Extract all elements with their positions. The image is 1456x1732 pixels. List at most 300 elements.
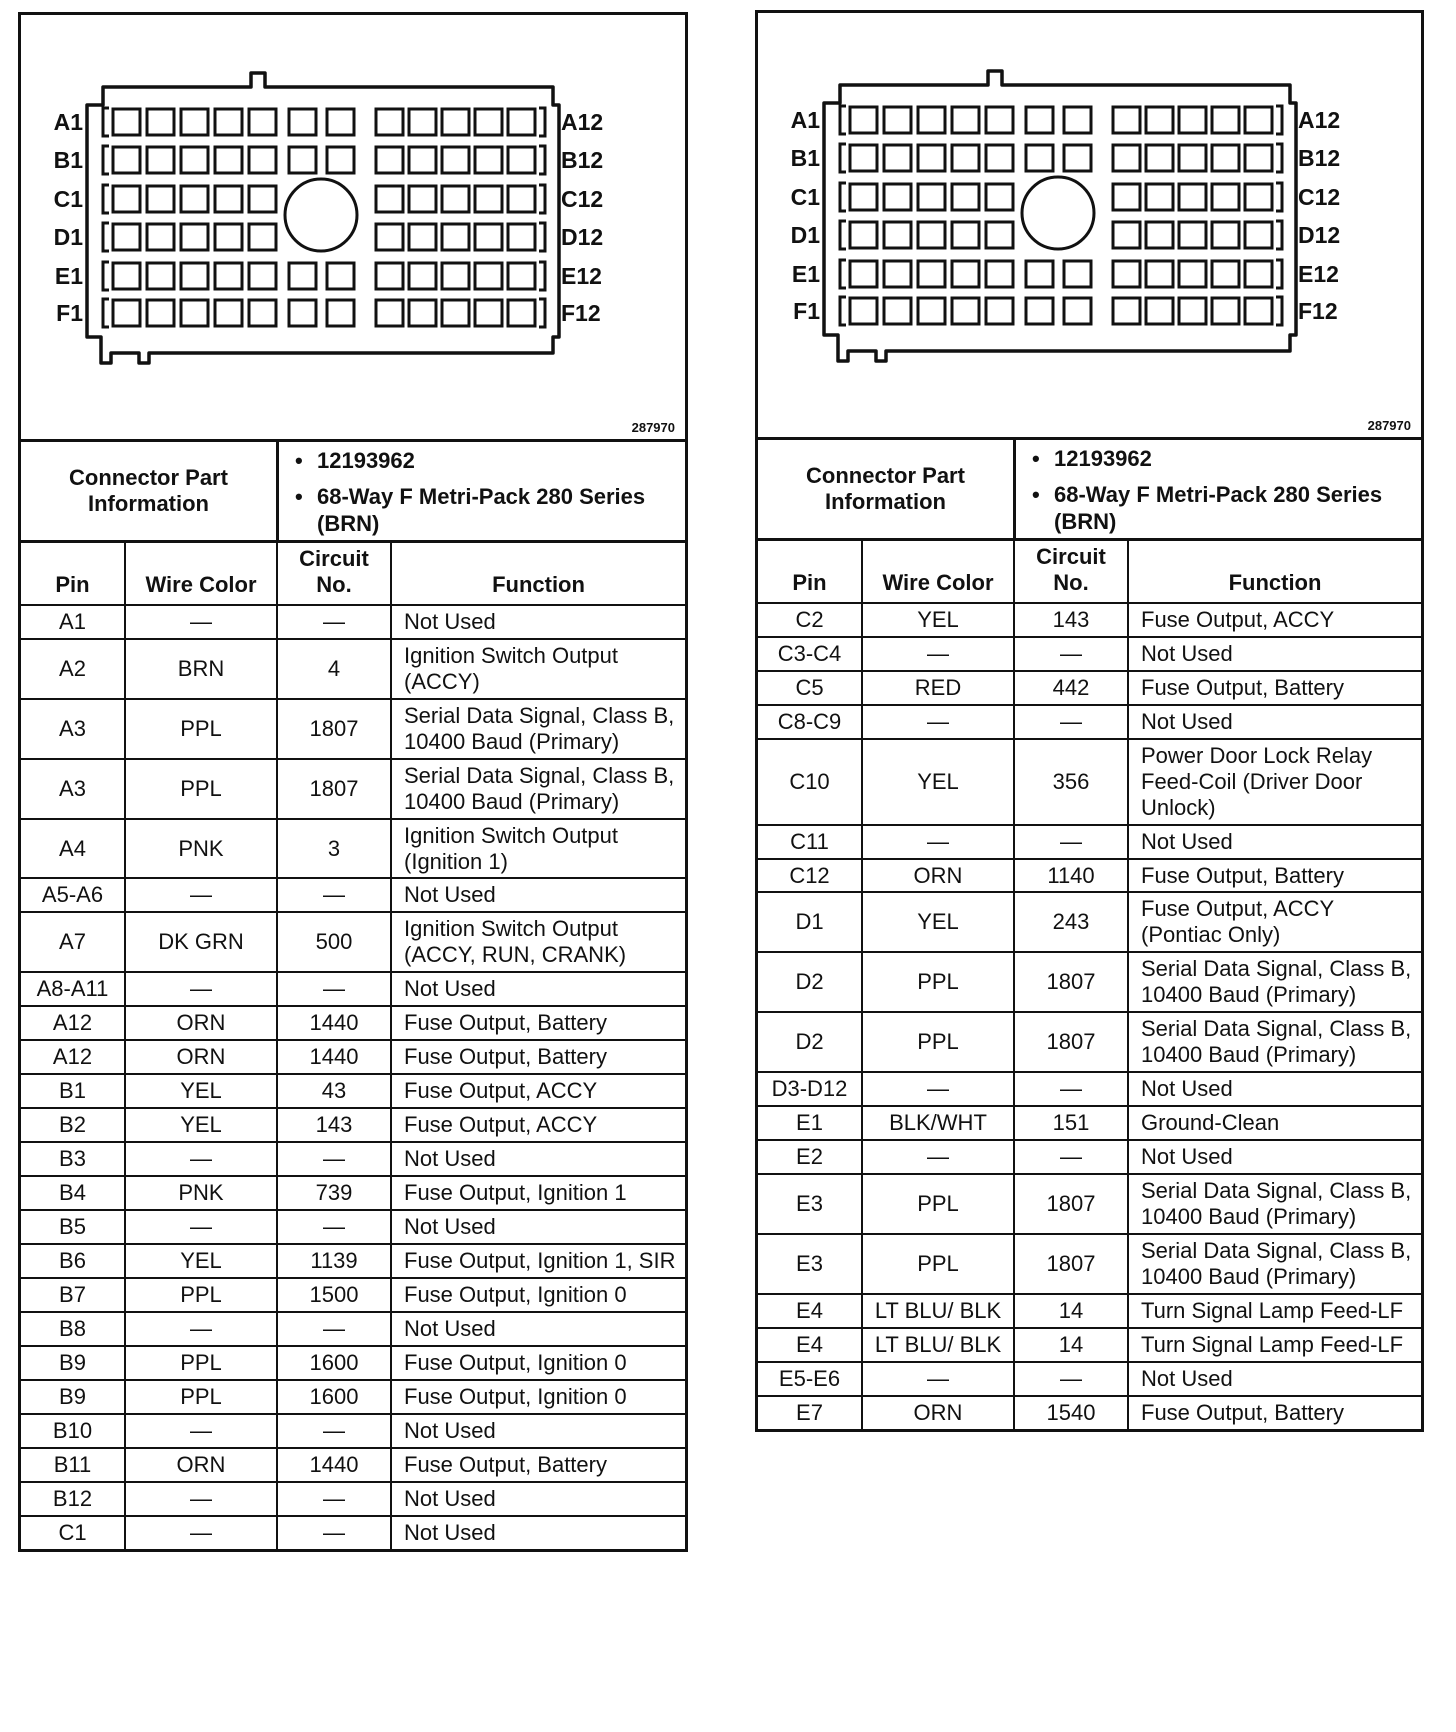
function-cell: Fuse Output, Ignition 1, SIR [391, 1244, 685, 1278]
wire-color-cell: — [862, 1362, 1014, 1396]
function-cell: Serial Data Signal, Class B, 10400 Baud (Primary) [391, 759, 685, 819]
connector-description: • 68-Way F Metri-Pack 280 Series (BRN) [1054, 482, 1421, 535]
table-row [758, 1362, 1421, 1396]
circuit-cell: — [277, 1142, 391, 1176]
terminal-cavity [1113, 298, 1140, 324]
terminal-cavity [181, 186, 208, 212]
function-cell: Turn Signal Lamp Feed-LF [1128, 1294, 1421, 1328]
connector-info-list [279, 442, 685, 540]
row-label-left: D1 [790, 222, 820, 248]
pin-cell: E5-E6 [758, 1362, 862, 1396]
terminal-cavity [986, 298, 1013, 324]
wire-color-cell: PPL [862, 952, 1014, 1012]
pin-cell: A7 [21, 912, 125, 972]
terminal-cavity [986, 222, 1013, 248]
circuit-cell: 1140 [1014, 859, 1128, 893]
wire-color-cell: RED [862, 671, 1014, 705]
terminal-cavity [918, 222, 945, 248]
wire-color-cell: — [862, 1072, 1014, 1106]
terminal-cavity [1113, 261, 1140, 287]
function-cell: Ignition Switch Output (ACCY) [391, 639, 685, 699]
pin-cell: C11 [758, 825, 862, 859]
terminal-cavity [147, 224, 174, 250]
circuit-cell: — [1014, 1140, 1128, 1174]
pin-cell: B7 [21, 1278, 125, 1312]
table-row [21, 639, 685, 699]
terminal-cavity [1245, 298, 1272, 324]
pin-cell: C12 [758, 859, 862, 893]
circuit-cell: 1807 [277, 759, 391, 819]
terminal-cavity [986, 261, 1013, 287]
terminal-cavity [442, 300, 469, 326]
terminal-cavity [850, 184, 877, 210]
terminal-cavity [952, 298, 979, 324]
terminal-cavity [181, 300, 208, 326]
terminal-cavity [508, 224, 535, 250]
function-cell: Fuse Output, Battery [391, 1448, 685, 1482]
figure-number: 287970 [1367, 418, 1411, 433]
function-cell: Serial Data Signal, Class B, 10400 Baud (Primary) [1128, 1174, 1421, 1234]
function-cell: Fuse Output, Battery [1128, 671, 1421, 705]
function-cell: Not Used [391, 1142, 685, 1176]
circuit-cell: — [277, 1516, 391, 1549]
terminal-cavity [475, 263, 502, 289]
row-label-left: E1 [54, 263, 83, 289]
function-cell: Not Used [391, 1482, 685, 1516]
terminal-cavity [442, 147, 469, 173]
terminal-cavity [327, 109, 354, 135]
circuit-cell: 1600 [277, 1380, 391, 1414]
pin-cell: A3 [21, 759, 125, 819]
terminal-cavity [918, 145, 945, 171]
wire-color-cell: PPL [862, 1234, 1014, 1294]
function-cell: Not Used [1128, 1072, 1421, 1106]
terminal-cavity [1179, 145, 1206, 171]
terminal-cavity [181, 224, 208, 250]
terminal-cavity [181, 109, 208, 135]
pin-cell: D3-D12 [758, 1072, 862, 1106]
wire-color-cell: ORN [125, 1448, 277, 1482]
circuit-cell: — [277, 605, 391, 639]
pin-cell: A2 [21, 639, 125, 699]
table-row [21, 1040, 685, 1074]
terminal-cavity [181, 263, 208, 289]
connector-key-circle [1022, 177, 1094, 249]
connector-body-outline [824, 71, 1296, 361]
wire-color-cell: PPL [125, 1380, 277, 1414]
circuit-cell: — [277, 1210, 391, 1244]
circuit-cell: 1440 [277, 1006, 391, 1040]
terminal-cavity [1212, 261, 1239, 287]
row-bracket-right [1276, 144, 1282, 172]
terminal-cavity [508, 300, 535, 326]
row-label-left: B1 [790, 145, 820, 171]
table-row [21, 1312, 685, 1346]
terminal-cavity [113, 186, 140, 212]
terminal-cavity [215, 186, 242, 212]
pin-cell: A12 [21, 1006, 125, 1040]
terminal-cavity [442, 263, 469, 289]
terminal-cavity [1212, 145, 1239, 171]
row-bracket-left [103, 262, 109, 290]
pinout-rows [21, 605, 685, 1549]
connector-info-label: Connector Part Information [21, 442, 279, 540]
wire-color-cell: BLK/WHT [862, 1106, 1014, 1140]
pin-cell: B4 [21, 1176, 125, 1210]
circuit-cell: — [277, 1312, 391, 1346]
terminal-cavity [442, 186, 469, 212]
terminal-cavity [113, 109, 140, 135]
terminal-cavity [1026, 107, 1053, 133]
terminal-cavity [409, 224, 436, 250]
wire-color-cell: — [125, 1312, 277, 1346]
terminal-cavity [215, 300, 242, 326]
terminal-cavity [249, 186, 276, 212]
row-label-left: A1 [790, 107, 820, 133]
table-row [758, 1396, 1421, 1429]
terminal-cavity [475, 109, 502, 135]
wire-color-cell: PNK [125, 819, 277, 879]
table-row [758, 1294, 1421, 1328]
pin-cell: E3 [758, 1234, 862, 1294]
connector-part-info [758, 440, 1421, 541]
terminal-cavity [1245, 222, 1272, 248]
circuit-cell: — [1014, 637, 1128, 671]
table-row [21, 972, 685, 1006]
terminal-cavity [1212, 184, 1239, 210]
terminal-cavity [884, 298, 911, 324]
wire-color-cell: ORN [125, 1006, 277, 1040]
pin-cell: A4 [21, 819, 125, 879]
left-panel [18, 12, 688, 1552]
pin-cell: B11 [21, 1448, 125, 1482]
table-row [21, 1448, 685, 1482]
pin-cell: B1 [21, 1074, 125, 1108]
table-row [758, 1140, 1421, 1174]
header-function: Function [1128, 541, 1421, 603]
terminal-cavity [850, 107, 877, 133]
pin-cell: D2 [758, 1012, 862, 1072]
wire-color-cell: YEL [125, 1108, 277, 1142]
terminal-cavity [1179, 298, 1206, 324]
wire-color-cell: PPL [862, 1012, 1014, 1072]
function-cell: Fuse Output, Battery [391, 1006, 685, 1040]
circuit-cell: 1540 [1014, 1396, 1128, 1429]
connector-diagram [21, 15, 685, 442]
wire-color-cell: PPL [125, 699, 277, 759]
terminal-cavity [376, 147, 403, 173]
row-bracket-right [539, 223, 545, 251]
terminal-cavity [1245, 107, 1272, 133]
wire-color-cell: LT BLU/ BLK [862, 1328, 1014, 1362]
row-label-right: C12 [561, 186, 604, 212]
circuit-cell: 43 [277, 1074, 391, 1108]
function-cell: Not Used [391, 972, 685, 1006]
terminal-cavity [475, 224, 502, 250]
terminal-cavity [113, 300, 140, 326]
terminal-cavity [986, 184, 1013, 210]
table-row [758, 1106, 1421, 1140]
terminal-cavity [850, 145, 877, 171]
terminal-cavity [376, 224, 403, 250]
table-row [758, 603, 1421, 637]
terminal-cavity [1113, 107, 1140, 133]
circuit-cell: 14 [1014, 1328, 1128, 1362]
row-label-left: B1 [53, 147, 83, 173]
function-cell: Not Used [391, 605, 685, 639]
row-label-right: B12 [1298, 145, 1341, 171]
table-row [758, 705, 1421, 739]
circuit-cell: — [277, 878, 391, 912]
circuit-cell: 1807 [277, 699, 391, 759]
connector-info-list [1016, 440, 1421, 538]
table-row [21, 1414, 685, 1448]
function-cell: Ground-Clean [1128, 1106, 1421, 1140]
pin-cell: A5-A6 [21, 878, 125, 912]
terminal-cavity [1064, 107, 1091, 133]
function-cell: Power Door Lock Relay Feed-Coil (Driver Door Unlock) [1128, 739, 1421, 825]
table-row [21, 1244, 685, 1278]
terminal-cavity [147, 186, 174, 212]
pin-cell: D2 [758, 952, 862, 1012]
pin-cell: B5 [21, 1210, 125, 1244]
row-bracket-left [103, 146, 109, 174]
row-label-right: E12 [1298, 261, 1339, 287]
pin-cell: E4 [758, 1294, 862, 1328]
table-row [758, 892, 1421, 952]
circuit-cell: — [1014, 1072, 1128, 1106]
terminal-cavity [249, 147, 276, 173]
row-label-left: F1 [793, 298, 820, 324]
function-cell: Fuse Output, Ignition 0 [391, 1278, 685, 1312]
terminal-cavity [475, 186, 502, 212]
function-cell: Serial Data Signal, Class B, 10400 Baud (Primary) [391, 699, 685, 759]
row-bracket-left [103, 299, 109, 327]
wire-color-cell: YEL [862, 739, 1014, 825]
table-row [21, 1074, 685, 1108]
terminal-cavity [327, 263, 354, 289]
terminal-cavity [147, 263, 174, 289]
row-bracket-left [103, 185, 109, 213]
row-label-right: F12 [561, 300, 601, 326]
right-panel [755, 10, 1424, 1432]
function-cell: Fuse Output, Battery [1128, 859, 1421, 893]
table-row [21, 1006, 685, 1040]
terminal-cavity [289, 300, 316, 326]
function-cell: Turn Signal Lamp Feed-LF [1128, 1328, 1421, 1362]
terminal-cavity [1179, 184, 1206, 210]
wire-color-cell: YEL [125, 1244, 277, 1278]
pin-cell: C8-C9 [758, 705, 862, 739]
terminal-cavity [986, 145, 1013, 171]
wire-color-cell: — [125, 878, 277, 912]
terminal-cavity [1064, 261, 1091, 287]
table-row [758, 952, 1421, 1012]
wire-color-cell: PPL [125, 759, 277, 819]
wire-color-cell: ORN [862, 1396, 1014, 1429]
terminal-cavity [1113, 222, 1140, 248]
connector-part-number: • 12193962 [1054, 446, 1421, 472]
connector-diagram [758, 13, 1421, 440]
table-row [21, 912, 685, 972]
function-cell: Ignition Switch Output (ACCY, RUN, CRANK) [391, 912, 685, 972]
wire-color-cell: ORN [862, 859, 1014, 893]
header-function: Function [391, 543, 685, 605]
terminal-cavity [1064, 145, 1091, 171]
pin-cell: B2 [21, 1108, 125, 1142]
circuit-cell: — [1014, 1362, 1128, 1396]
function-cell: Fuse Output, ACCY [1128, 603, 1421, 637]
row-label-right: A12 [1298, 107, 1341, 133]
function-cell: Serial Data Signal, Class B, 10400 Baud (Primary) [1128, 1234, 1421, 1294]
connector-face-drawing [758, 13, 1421, 437]
terminal-cavity [1146, 222, 1173, 248]
pin-cell: A3 [21, 699, 125, 759]
function-cell: Not Used [391, 1312, 685, 1346]
function-cell: Fuse Output, ACCY (Pontiac Only) [1128, 892, 1421, 952]
row-bracket-left [103, 108, 109, 136]
table-row [21, 1380, 685, 1414]
function-cell: Not Used [391, 878, 685, 912]
row-bracket-right [539, 108, 545, 136]
circuit-cell: 143 [1014, 603, 1128, 637]
pin-cell: B8 [21, 1312, 125, 1346]
terminal-cavity [884, 222, 911, 248]
connector-part-info [21, 442, 685, 543]
function-cell: Not Used [391, 1210, 685, 1244]
terminal-cavity [1212, 298, 1239, 324]
table-row [21, 605, 685, 639]
table-row [21, 1210, 685, 1244]
function-cell: Not Used [391, 1414, 685, 1448]
row-label-right: E12 [561, 263, 602, 289]
table-row [758, 739, 1421, 825]
terminal-cavity [884, 261, 911, 287]
wire-color-cell: DK GRN [125, 912, 277, 972]
wire-color-cell: — [125, 1414, 277, 1448]
terminal-cavity [1245, 261, 1272, 287]
terminal-cavity [442, 224, 469, 250]
table-row [21, 699, 685, 759]
row-bracket-right [539, 262, 545, 290]
circuit-cell: — [277, 1414, 391, 1448]
connector-description: • 68-Way F Metri-Pack 280 Series (BRN) [317, 484, 685, 537]
circuit-cell: — [277, 1482, 391, 1516]
terminal-cavity [952, 184, 979, 210]
circuit-cell: 1139 [277, 1244, 391, 1278]
row-label-right: B12 [561, 147, 604, 173]
table-header-row [21, 543, 685, 605]
pin-cell: C1 [21, 1516, 125, 1549]
terminal-cavity [1146, 298, 1173, 324]
terminal-cavity [289, 147, 316, 173]
table-row [21, 1482, 685, 1516]
function-cell: Not Used [1128, 1362, 1421, 1396]
wire-color-cell: YEL [862, 603, 1014, 637]
circuit-cell: 1600 [277, 1346, 391, 1380]
terminal-cavity [884, 145, 911, 171]
terminal-cavity [850, 298, 877, 324]
terminal-cavity [327, 300, 354, 326]
terminal-cavity [409, 263, 436, 289]
terminal-cavity [1113, 184, 1140, 210]
row-label-left: C1 [790, 184, 820, 210]
circuit-cell: — [277, 972, 391, 1006]
row-bracket-left [840, 221, 846, 249]
function-cell: Not Used [1128, 705, 1421, 739]
terminal-cavity [1026, 261, 1053, 287]
terminal-cavity [181, 147, 208, 173]
row-bracket-left [840, 144, 846, 172]
terminal-cavity [1146, 145, 1173, 171]
function-cell: Fuse Output, ACCY [391, 1108, 685, 1142]
row-bracket-left [103, 223, 109, 251]
table-row [21, 1278, 685, 1312]
row-label-left: A1 [53, 109, 83, 135]
header-circuit: Circuit No. [1014, 541, 1128, 603]
circuit-cell: 442 [1014, 671, 1128, 705]
function-cell: Fuse Output, Ignition 0 [391, 1380, 685, 1414]
header-circuit: Circuit No. [277, 543, 391, 605]
terminal-cavity [249, 263, 276, 289]
terminal-cavity [376, 109, 403, 135]
terminal-cavity [1245, 184, 1272, 210]
function-cell: Not Used [391, 1516, 685, 1549]
terminal-cavity [409, 186, 436, 212]
row-label-right: D12 [561, 224, 604, 250]
connector-body-outline [87, 73, 559, 363]
pin-cell: C2 [758, 603, 862, 637]
pinout-table [758, 541, 1421, 1429]
wire-color-cell: — [862, 825, 1014, 859]
circuit-cell: 1440 [277, 1040, 391, 1074]
row-label-right: C12 [1298, 184, 1341, 210]
terminal-cavity [918, 107, 945, 133]
terminal-cavity [1245, 145, 1272, 171]
terminal-cavity [376, 186, 403, 212]
terminal-cavity [850, 261, 877, 287]
row-bracket-right [539, 185, 545, 213]
terminal-cavity [475, 147, 502, 173]
terminal-cavity [1113, 145, 1140, 171]
table-row [758, 671, 1421, 705]
table-row [758, 825, 1421, 859]
terminal-cavity [1179, 261, 1206, 287]
terminal-cavity [986, 107, 1013, 133]
row-label-right: D12 [1298, 222, 1341, 248]
pin-cell: B3 [21, 1142, 125, 1176]
row-bracket-left [840, 106, 846, 134]
terminal-cavity [952, 107, 979, 133]
table-header-row [758, 541, 1421, 603]
terminal-cavity [409, 300, 436, 326]
pin-cell: B9 [21, 1346, 125, 1380]
pin-cell: E4 [758, 1328, 862, 1362]
function-cell: Fuse Output, Ignition 0 [391, 1346, 685, 1380]
row-label-left: F1 [56, 300, 83, 326]
wire-color-cell: — [125, 1482, 277, 1516]
pin-cell: B9 [21, 1380, 125, 1414]
circuit-cell: 500 [277, 912, 391, 972]
row-bracket-right [539, 146, 545, 174]
terminal-cavity [1064, 298, 1091, 324]
row-bracket-right [1276, 106, 1282, 134]
wire-color-cell: — [125, 1142, 277, 1176]
row-bracket-right [1276, 183, 1282, 211]
function-cell: Fuse Output, Ignition 1 [391, 1176, 685, 1210]
wire-color-cell: — [862, 637, 1014, 671]
circuit-cell: 1807 [1014, 1174, 1128, 1234]
